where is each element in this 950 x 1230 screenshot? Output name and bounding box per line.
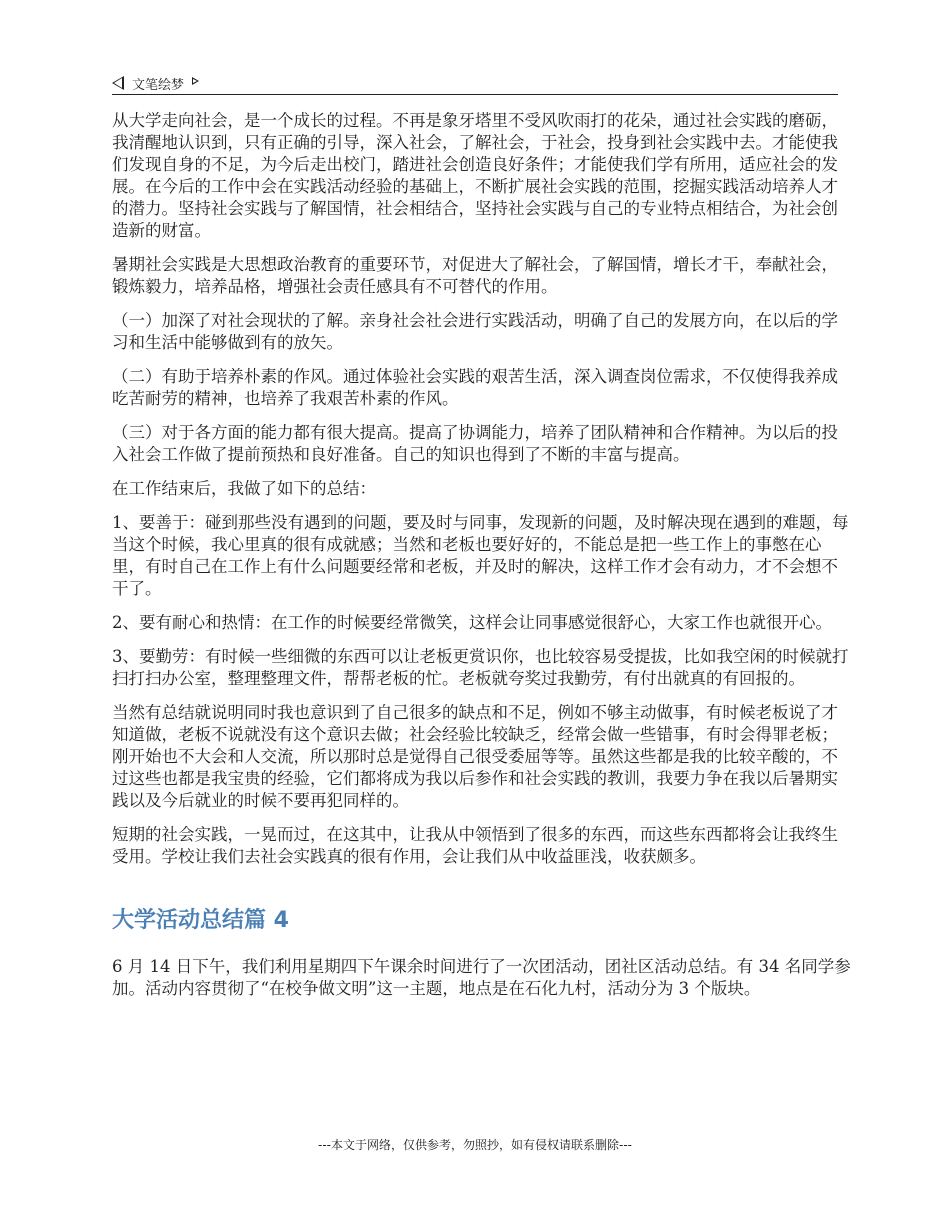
paragraph: 6 月 14 日下午，我们利用星期四下午课余时间进行了一次团活动，团社区活动总结。有 34 名同学参加。活动内容贯彻了“在校争做文明”这一主题，地点是在石化九村，活动分为 3 个版块。 [112,957,851,998]
header-title: 文笔绘梦 [132,77,185,93]
paragraph: 2、要有耐心和热情：在工作的时候要经常微笑，这样会让同事感觉很舒心，大家工作也就很开心。 [112,613,832,632]
section-heading: 大学活动总结篇 4 [112,908,289,933]
triangle-right-icon [192,77,199,85]
paragraph: （一）加深了对社会现状的了解。亲身社会社会进行实践活动，明确了自己的发展方向，在以后的学习和生活中能够做到有的放矢。 [112,311,838,352]
paragraph: 在工作结束后，我做了如下的总结： [112,479,376,498]
paragraph: （三）对于各方面的能力都有很大提高。提高了协调能力，培养了团队精神和合作精神。为以后的投入社会工作做了提前预热和良好准备。自己的知识也得到了不断的丰富与提高。 [112,423,838,464]
paragraph: 当然有总结就说明同时我也意识到了自己很多的缺点和不足，例如不够主动做事，有时候老板说了才知道做，老板不说就没有这个意识去做；社会经验比较缺乏，经常会做一些错事，有时会得罪老板；刚开始也不大会和人交流，所以那时总是觉得自己很受委屈等等。虽然这些都是我的比较辛酸的，不过这些也都是我宝贵的经验，它们都将成为我以后参作和社会实践的教训，我要力争在我以后暑期实践以及今后就业的时候不要再犯同样的。 [112,703,838,810]
paragraph: 1、要善于：碰到那些没有遇到的问题，要及时与同事，发现新的问题，及时解决现在遇到的难题，每当这个时候，我心里真的很有成就感；当然和老板也要好好的，不能总是把一些工作上的事憋在心里，有时自己在工作上有什么问题要经常和老板，并及时的解决，这样工作才会有动力，才不会想不干了。 [112,513,849,598]
triangle-left-icon [112,76,124,90]
paragraph: 从大学走向社会，是一个成长的过程。不再是象牙塔里不受风吹雨打的花朵，通过社会实践的磨砺，我清醒地认识到，只有正确的引导，深入社会，了解社会，于社会，投身到社会实践中去。才能使我们发现自身的不足，为今后走出校门，踏进社会创造良好条件；才能使我们学有所用，适应社会的发展。在今后的工作中会在实践活动经验的基础上，不断扩展社会实践的范围，挖掘实践活动培养人才的潜力。坚持社会实践与了解国情，社会相结合，坚持社会实践与自己的专业特点相结合，为社会创造新的财富。 [112,111,838,240]
paragraph: 3、要勤劳：有时候一些细微的东西可以让老板更赏识你，也比较容易受提拔，比如我空闲的时候就打扫打扫办公室，整理整理文件，帮帮老板的忙。老板就夸奖过我勤劳，有付出就真的有回报的。 [112,647,849,688]
page-header [112,72,838,95]
paragraph: 短期的社会实践，一晃而过，在这其中，让我从中领悟到了很多的东西，而这些东西都将会让我终生受用。学校让我们去社会实践真的很有作用，会让我们从中收益匪浅，收获颇多。 [112,825,838,866]
paragraph: 暑期社会实践是大思想政治教育的重要环节，对促进大了解社会，了解国情，增长才干，奉献社会，锻炼毅力，培养品格，增强社会责任感具有不可替代的作用。 [112,255,838,296]
paragraph: （二）有助于培养朴素的作风。通过体验社会实践的艰苦生活，深入调查岗位需求，不仅使得我养成吃苦耐劳的精神，也培养了我艰苦朴素的作风。 [112,367,838,408]
document-body [112,110,852,1012]
page-footer: ---本文于网络，仅供参考，勿照抄，如有侵权请联系删除--- [318,1138,632,1152]
